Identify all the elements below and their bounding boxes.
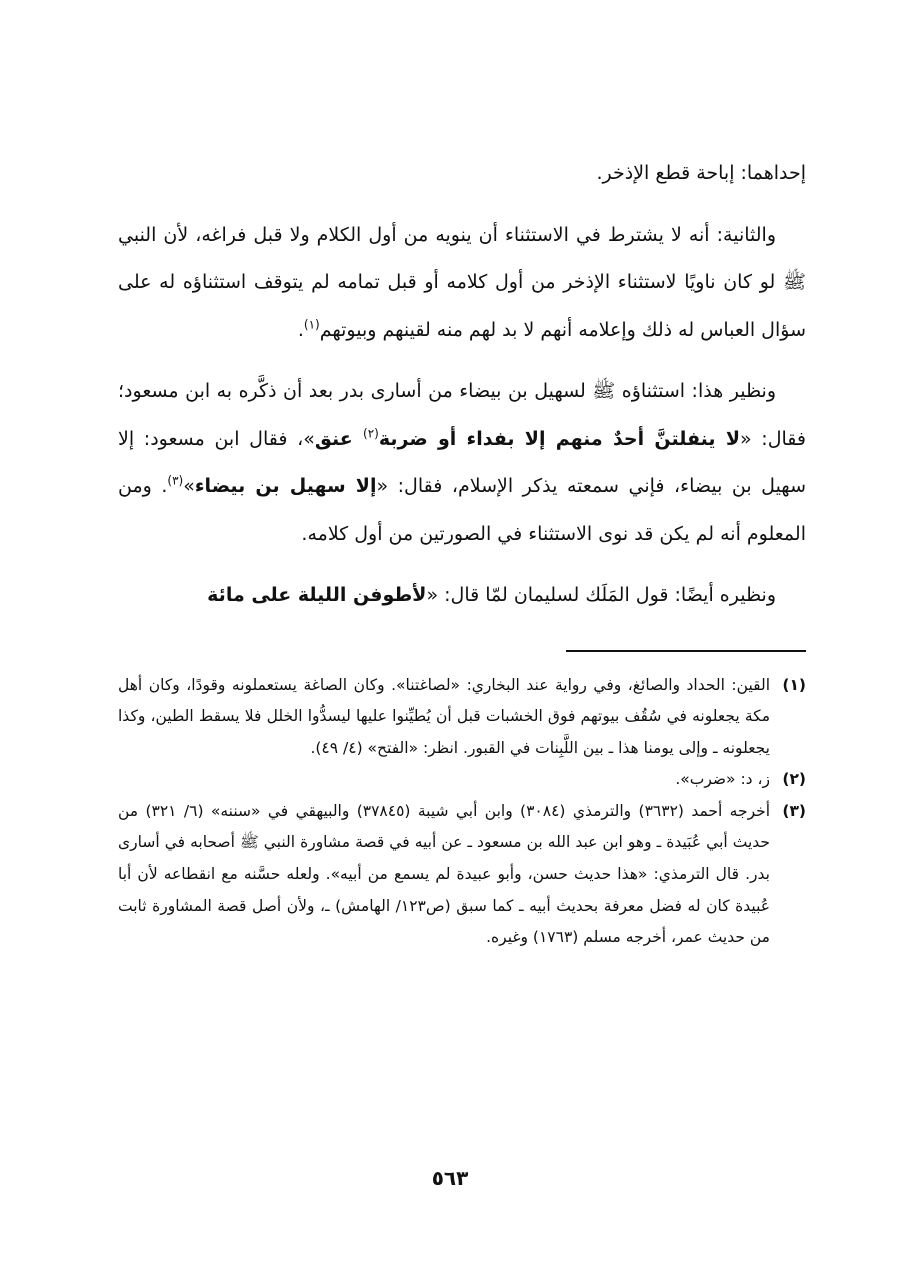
paragraph-1 [118, 150, 806, 198]
hadith-quote-1: لا ينفلتنَّ أحدٌ منهم إلا بفداء أو ضربة [378, 427, 740, 450]
footnote-2-number: (٢) [782, 770, 806, 789]
paragraph-1-text: إحداهما: إباحة قطع الإذخر. [596, 162, 806, 184]
hadith-quote-1-end: عنق [314, 427, 364, 450]
paragraph-2-end: . [297, 318, 304, 341]
footnote-3-text: أخرجه أحمد (٣٦٣٢) والترمذي (٣٠٨٤) وابن أبي شيبة (٣٧٨٤٥) والبيهقي في «سننه» (٦/ ٣٢١) من حديث أبي عُبَيدة ـ وهو ابن عبد الله بن مسعود ـ عن أبيه في قصة مشاورة النبي ﷺ أصحابه في أسارى بدر. قال الترمذي: «هذا حديث حسن، وأبو عبيدة لم يسمع من أبيه». ولعله حسَّنه مع انقطاعه لأن أبا عُبيدة كان له فضل معرفة بحديث أبيه ـ كما سبق (ص١٢٣/ الهامش) ـ، ولأن أصل قصة المشاورة ثابت من حديث عمر، أخرجه مسلم (١٧٦٣) وغيره. [118, 801, 771, 947]
main-text [118, 150, 806, 620]
paragraph-3-text-b: »، فقال ابن مسعود: إلا سهيل بن بيضاء، فإني سمعته يذكر الإسلام، فقال: « [118, 427, 806, 497]
hadith-quote-2: إلا سهيل بن بيضاء [194, 475, 377, 497]
page-body [118, 150, 806, 954]
footnote-2-text: ز، د: «ضرب». [675, 770, 770, 789]
paragraph-3 [118, 368, 806, 558]
footnote-2 [118, 764, 806, 796]
paragraph-3-quote-close: » [183, 475, 195, 497]
paragraph-2-text: والثانية: أنه لا يشترط في الاستثناء أن ينويه من أول الكلام ولا قبل فراغه، لأن النبي ﷺ لو كان ناويًا لاستثناء الإذخر من أول كلامه أو قبل تمامه لم يتوقف استثناؤه له على سؤال العباس له ذلك وإعلامه أنهم لا بد لهم منه لقينهم وبيوتهم [118, 223, 806, 341]
paragraph-3-text-a: ونظير هذا: استثناؤه ﷺ لسهيل بن بيضاء من أسارى بدر بعد أن ذكَّره به ابن مسعود؛ فقال: « [118, 380, 806, 450]
footnote-ref-1[interactable]: (١) [303, 317, 320, 332]
footnote-ref-2[interactable]: (٢) [363, 426, 379, 441]
footnote-1 [118, 670, 806, 765]
paragraph-2 [118, 212, 806, 355]
paragraph-4 [118, 572, 806, 620]
footnote-ref-3[interactable]: (٣) [167, 473, 184, 488]
footnote-separator [566, 650, 806, 652]
page-number: ٥٦٣ [431, 1166, 469, 1190]
footnotes [118, 670, 806, 954]
footnote-3-number: (٣) [782, 801, 806, 820]
hadith-quote-3: لأطوفن الليلة على مائة [207, 584, 427, 606]
footnote-1-number: (١) [782, 675, 806, 694]
paragraph-3-text-d: . ومن المعلوم أنه لم يكن قد نوى الاستثناء في الصورتين من أول كلامه. [118, 475, 806, 545]
footnote-1-text: القين: الحداد والصائغ، وفي رواية عند البخاري: «لصاغتنا». وكان الصاغة يستعملونه وقودًا، وكان أهل مكة يجعلونه في سُقُف بيوتهم فوق الخشبات قبل أن يُطيِّنوا عليها ليسدُّوا الخلل فلا يسقط الطين، وكذا يجعلونه ـ وإلى يومنا هذا ـ بين اللَّبِنات في القبور. انظر: «الفتح» (٤/ ٤٩). [118, 675, 770, 757]
paragraph-4-text: ونظيره أيضًا: قول المَلَك لسليمان لمّا قال: « [426, 584, 776, 606]
footnote-3 [118, 796, 806, 954]
